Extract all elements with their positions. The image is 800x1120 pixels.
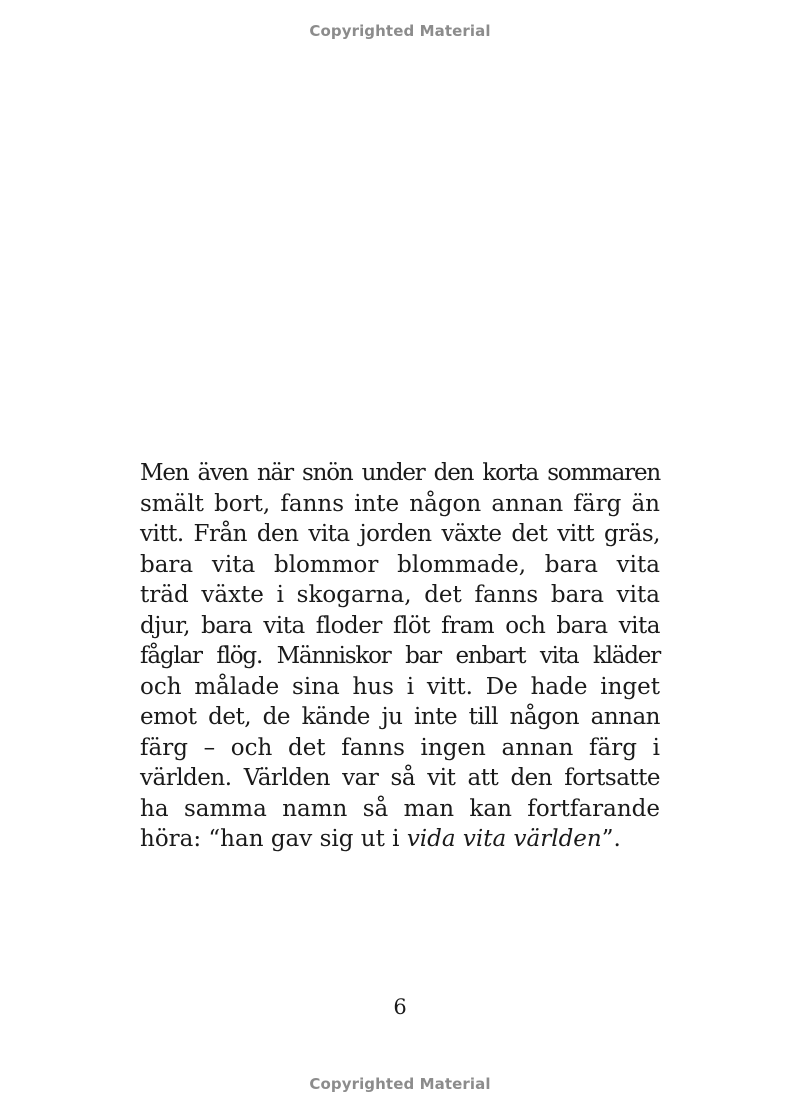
text-line-last: [140, 824, 660, 855]
text-line: smält bort, fanns inte någon annan färg än: [140, 490, 660, 517]
text-line: emot det, de kände ju inte till någon annan: [140, 704, 660, 730]
page-number: 6: [393, 995, 407, 1019]
text-line: fåglar flög. Människor bar enbart vita kläder: [140, 643, 660, 669]
body-paragraph: [140, 458, 660, 855]
copyright-watermark-bottom: Copyrighted Material: [309, 1075, 491, 1093]
text-line: bara vita blommor blommade, bara vita: [140, 551, 660, 578]
text-line: färg – och det fanns ingen annan färg i: [140, 734, 660, 761]
text-line: och målade sina hus i vitt. De hade inget: [140, 673, 660, 700]
text-line: djur, bara vita floder flöt fram och bara vita: [140, 612, 660, 639]
text-line: träd växte i skogarna, det fanns bara vita: [140, 582, 660, 608]
quote-close: ”.: [601, 826, 621, 852]
italic-phrase: vida vita världen: [406, 826, 602, 852]
quote-intro: höra: “han gav sig ut i: [140, 826, 407, 852]
text-line: ha samma namn så man kan fortfarande: [140, 795, 660, 822]
text-line: Men även när snön under den korta sommaren: [140, 460, 660, 486]
text-line: världen. Världen var så vit att den fortsatte: [140, 765, 660, 791]
text-line: vitt. Från den vita jorden växte det vitt gräs,: [140, 521, 660, 547]
copyright-watermark-top: Copyrighted Material: [309, 22, 491, 40]
